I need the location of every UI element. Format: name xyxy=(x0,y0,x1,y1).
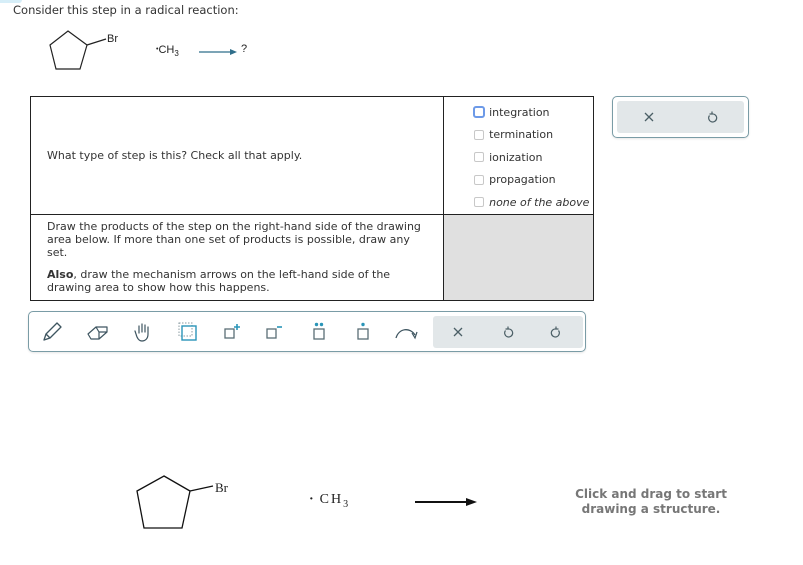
checkbox[interactable] xyxy=(474,152,484,162)
select-icon xyxy=(177,321,199,343)
lone-pair-tool[interactable] xyxy=(306,320,332,344)
bromine-label: Br xyxy=(107,33,118,45)
reaction-scheme xyxy=(45,28,305,78)
close-icon xyxy=(643,111,655,123)
unknown-product: ? xyxy=(241,43,248,55)
radical-tool[interactable] xyxy=(350,320,376,344)
cyclopentane-ring xyxy=(137,476,190,528)
redo-drawing-button[interactable] xyxy=(543,320,569,344)
step-type-options xyxy=(444,97,594,215)
hand-icon xyxy=(133,321,155,343)
select-tool[interactable] xyxy=(175,320,201,344)
checkbox[interactable] xyxy=(473,106,485,118)
question-table xyxy=(30,96,594,301)
canvas-hint: Click and drag to start drawing a structure. xyxy=(575,487,727,516)
methyl-radical-label: $•CH_3$ xyxy=(156,44,179,59)
undo-icon xyxy=(502,325,514,339)
undo-icon xyxy=(706,110,718,124)
question-2-instructions: Draw the products of the step on the right-hand side of the drawing area below. If more than one set of products is possible, draw any set. Also, draw the mechanism arrows on the left-hand side of the drawing area to show how this happens. xyxy=(31,214,444,300)
radical-icon xyxy=(352,321,374,343)
undo-answer-button[interactable] xyxy=(706,110,718,124)
checkbox[interactable] xyxy=(474,175,484,185)
eraser-icon xyxy=(85,322,111,342)
checkbox[interactable] xyxy=(474,130,484,140)
option-integration[interactable]: integration xyxy=(474,101,593,124)
clear-drawing-button[interactable] xyxy=(445,320,471,344)
undo-drawing-button[interactable] xyxy=(495,320,521,344)
answer-placeholder-cell xyxy=(444,214,594,300)
pencil-tool[interactable] xyxy=(39,320,65,344)
canvas-bromine-label[interactable]: Br xyxy=(215,480,228,495)
canvas-methyl-radical[interactable]: · $CH_3$ xyxy=(309,492,351,510)
drawing-canvas[interactable] xyxy=(0,360,803,565)
eraser-tool[interactable] xyxy=(85,320,111,344)
redo-icon xyxy=(550,325,562,339)
add-charge-plus-icon xyxy=(221,321,243,343)
option-termination[interactable]: termination xyxy=(474,124,593,147)
add-charge-minus-icon xyxy=(263,321,285,343)
pencil-icon xyxy=(40,321,64,343)
option-ionization[interactable]: ionization xyxy=(474,146,593,169)
question-1-text: What type of step is this? Check all that apply. xyxy=(31,97,444,215)
prompt-text: Consider this step in a radical reaction: xyxy=(13,3,239,17)
arrow-icon xyxy=(394,321,420,343)
option-propagation[interactable]: propagation xyxy=(474,169,593,192)
canvas-structures xyxy=(0,360,803,565)
option-none-of-the-above[interactable]: none of the above xyxy=(474,191,593,214)
close-icon xyxy=(452,326,464,338)
lone-pair-icon xyxy=(308,321,330,343)
question-action-buttons xyxy=(612,96,749,138)
hand-tool[interactable] xyxy=(131,320,157,344)
curved-arrow-tool[interactable] xyxy=(394,320,420,344)
clear-answer-button[interactable] xyxy=(643,111,655,123)
positive-charge-tool[interactable] xyxy=(219,320,245,344)
toolbar-actions xyxy=(433,316,583,348)
checkbox[interactable] xyxy=(474,197,484,207)
negative-charge-tool[interactable] xyxy=(261,320,287,344)
drawing-toolbar xyxy=(28,311,586,352)
